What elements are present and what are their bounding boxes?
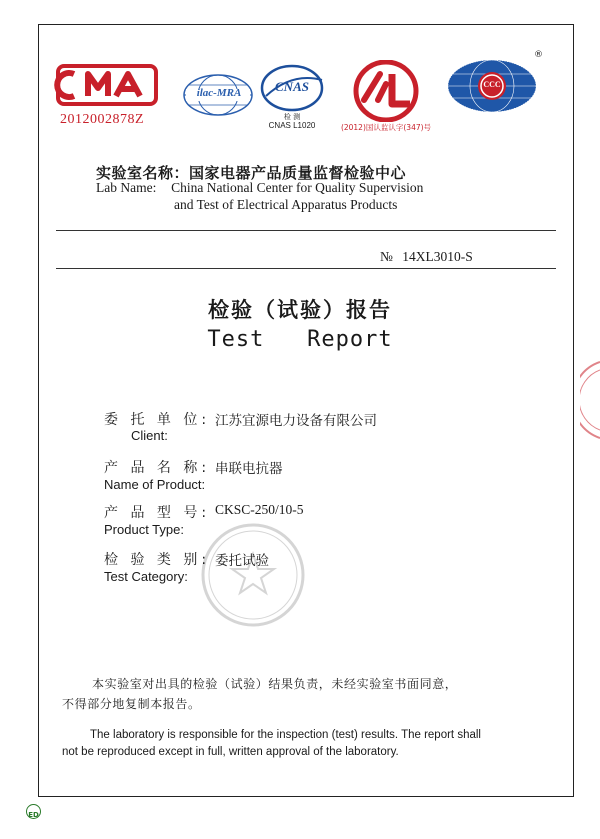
field-value-test-category: 委托试验 [215, 553, 269, 569]
cal-logo [334, 60, 438, 136]
cnas-subtitle: 检 测 [283, 113, 301, 121]
report-title-en: Test Report [207, 327, 393, 352]
lab-name-cn: 实验室名称：国家电器产品质量监督检验中心 [96, 164, 407, 182]
field-label-test-category-cn: 检 验 类 别: [104, 552, 211, 568]
field-label-client-cn: 委 托 单 位: [104, 412, 211, 428]
field-value-product-name: 串联电抗器 [215, 461, 283, 477]
corner-mark-text: ED [28, 811, 39, 819]
stamp-edge-icon [580, 360, 600, 440]
field-value-product-type: CKSC-250/10-5 [215, 502, 304, 517]
header-rule-top [56, 230, 556, 231]
field-label-product-type-en: Product Type: [104, 522, 184, 537]
inspection-seal-icon [198, 520, 308, 630]
report-number-value: 14XL3010-S [402, 249, 473, 264]
cnas-logo [256, 62, 328, 134]
lab-name-en-line2: and Test of Electrical Apparatus Products [174, 197, 398, 212]
cqc-text: CCC [483, 80, 501, 89]
field-label-product-name-cn: 产 品 名 称: [104, 460, 211, 476]
cal-emblem-icon [334, 60, 438, 122]
field-label-product-name-en: Name of Product: [104, 477, 206, 492]
cma-emblem-icon [52, 60, 162, 112]
field-label-client-en: Client: [131, 428, 168, 443]
ilac-mra-logo [180, 72, 256, 118]
notice-en-line2: not be reproduced except in full, written approval of the laboratory. [62, 746, 399, 758]
corner-mark [26, 804, 41, 819]
cqc-logo [444, 50, 544, 118]
cnas-text: CNAS [275, 79, 309, 94]
report-number [380, 249, 473, 265]
report-number-prefix: № [380, 249, 393, 264]
ilac-text: ilac-MRA [196, 87, 242, 99]
notice-cn-line1: 本实验室对出具的检验（试验）结果负责，未经实验室书面同意， [92, 677, 458, 691]
cal-caption: (2012)国认监认字(347)号 [340, 123, 432, 132]
cnas-number: CNAS L1020 [268, 121, 316, 130]
field-label-product-type-cn: 产 品 型 号: [104, 505, 211, 521]
field-value-client: 江苏宜源电力设备有限公司 [215, 413, 377, 429]
notice-cn-line2: 不得部分地复制本报告。 [62, 697, 201, 711]
header-rule-bottom [56, 268, 556, 269]
notice-en-line1: The laboratory is responsible for the inspection (test) results. The report shall [90, 729, 481, 741]
lab-name-en-line1 [96, 180, 423, 196]
field-label-test-category-en: Test Category: [104, 569, 188, 584]
report-title-cn: 检验（试验）报告 [208, 298, 392, 322]
lab-name-label-en: Lab Name: [96, 180, 157, 195]
cma-number: 2012002878Z [60, 112, 145, 127]
registered-mark: ® [534, 50, 543, 60]
cma-logo [52, 60, 162, 130]
lab-name-en-value: China National Center for Quality Supervision [171, 180, 424, 195]
